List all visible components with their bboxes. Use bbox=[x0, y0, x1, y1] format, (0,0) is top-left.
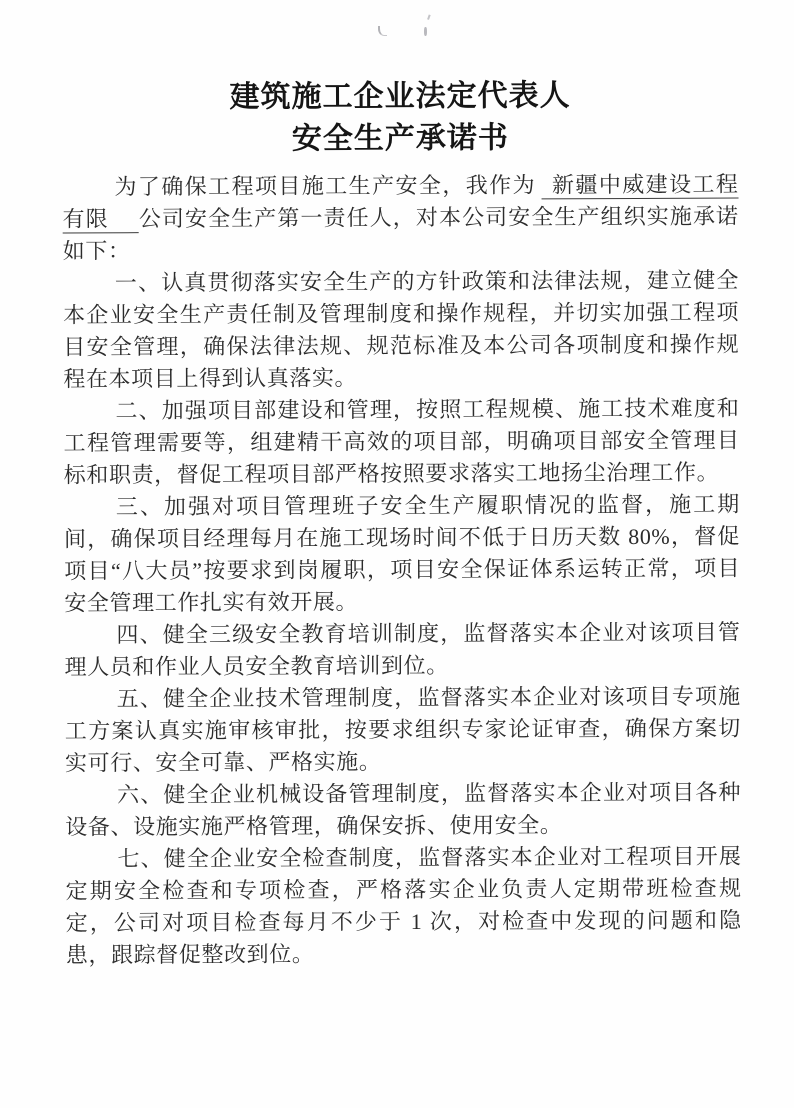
clause-paragraph-7: 七、健全企业安全检查制度，监督落实本企业对工程项目开展定期安全检查和专项检查，严格落实企业负责人定期带班检查规定，公司对项目检查每月不少于 1 次，对检查中发现的问题和隐患，跟踪督促整改到位。 bbox=[65, 843, 742, 968]
clause-paragraph-3: 三、加强对项目管理班子安全生产履职情况的监督，施工期间，确保项目经理每月在施工现场时间不低于日历天数 80%，督促项目“八大员”按要求到岗履职，项目安全保证体系运转正常，项目安全管理工作扎实有效开展。 bbox=[63, 491, 741, 616]
title-line-1: 建筑施工企业法定代表人 bbox=[229, 79, 571, 114]
intro-rest: 公司安全生产第一责任人，对本公司安全生产组织实施承诺如下： bbox=[62, 203, 739, 264]
clause-paragraph-4: 四、健全三级安全教育培训制度，监督落实本企业对该项目管理人员和作业人员安全教育培训到位。 bbox=[64, 619, 741, 680]
clause-paragraph-5: 五、健全企业技术管理制度，监督落实本企业对该项目专项施工方案认真实施审核审批，按要求组织专家论证审查，确保方案切实可行、安全可靠、严格实施。 bbox=[64, 683, 741, 776]
title-line-2: 安全生产承诺书 bbox=[291, 121, 509, 156]
document-content bbox=[62, 75, 742, 972]
intro-lead: 为了确保工程项目施工生产安全，我作为 bbox=[114, 172, 537, 200]
clause-paragraph-2: 二、加强项目部建设和管理，按照工程规模、施工技术难度和工程管理需要等，组建精干高效的项目部，明确项目部安全管理目标和职责，督促工程项目部严格按照要求落实工地扬尘治理工作。 bbox=[63, 395, 740, 488]
clause-paragraph-6: 六、健全企业机械设备管理制度，监督落实本企业对项目各种设备、设施实施严格管理，确保安拆、使用安全。 bbox=[65, 779, 742, 840]
scan-speck bbox=[378, 26, 387, 36]
document-title bbox=[62, 75, 738, 162]
clause-paragraph-1: 一、认真贯彻落实安全生产的方针政策和法律法规，建立健全本企业安全生产责任制及管理制度和操作规程，并切实加强工程项目安全管理，确保法律法规、规范标准及本公司各项制度和操作规程在本项目上得到认真落实。 bbox=[62, 267, 740, 392]
company-name-blank-2: 有限 bbox=[63, 206, 139, 233]
scan-speck bbox=[423, 13, 430, 20]
scan-speck bbox=[424, 27, 427, 36]
company-name-blank-1: 新疆中威建设工程 bbox=[542, 172, 739, 200]
intro-paragraph bbox=[62, 169, 738, 268]
